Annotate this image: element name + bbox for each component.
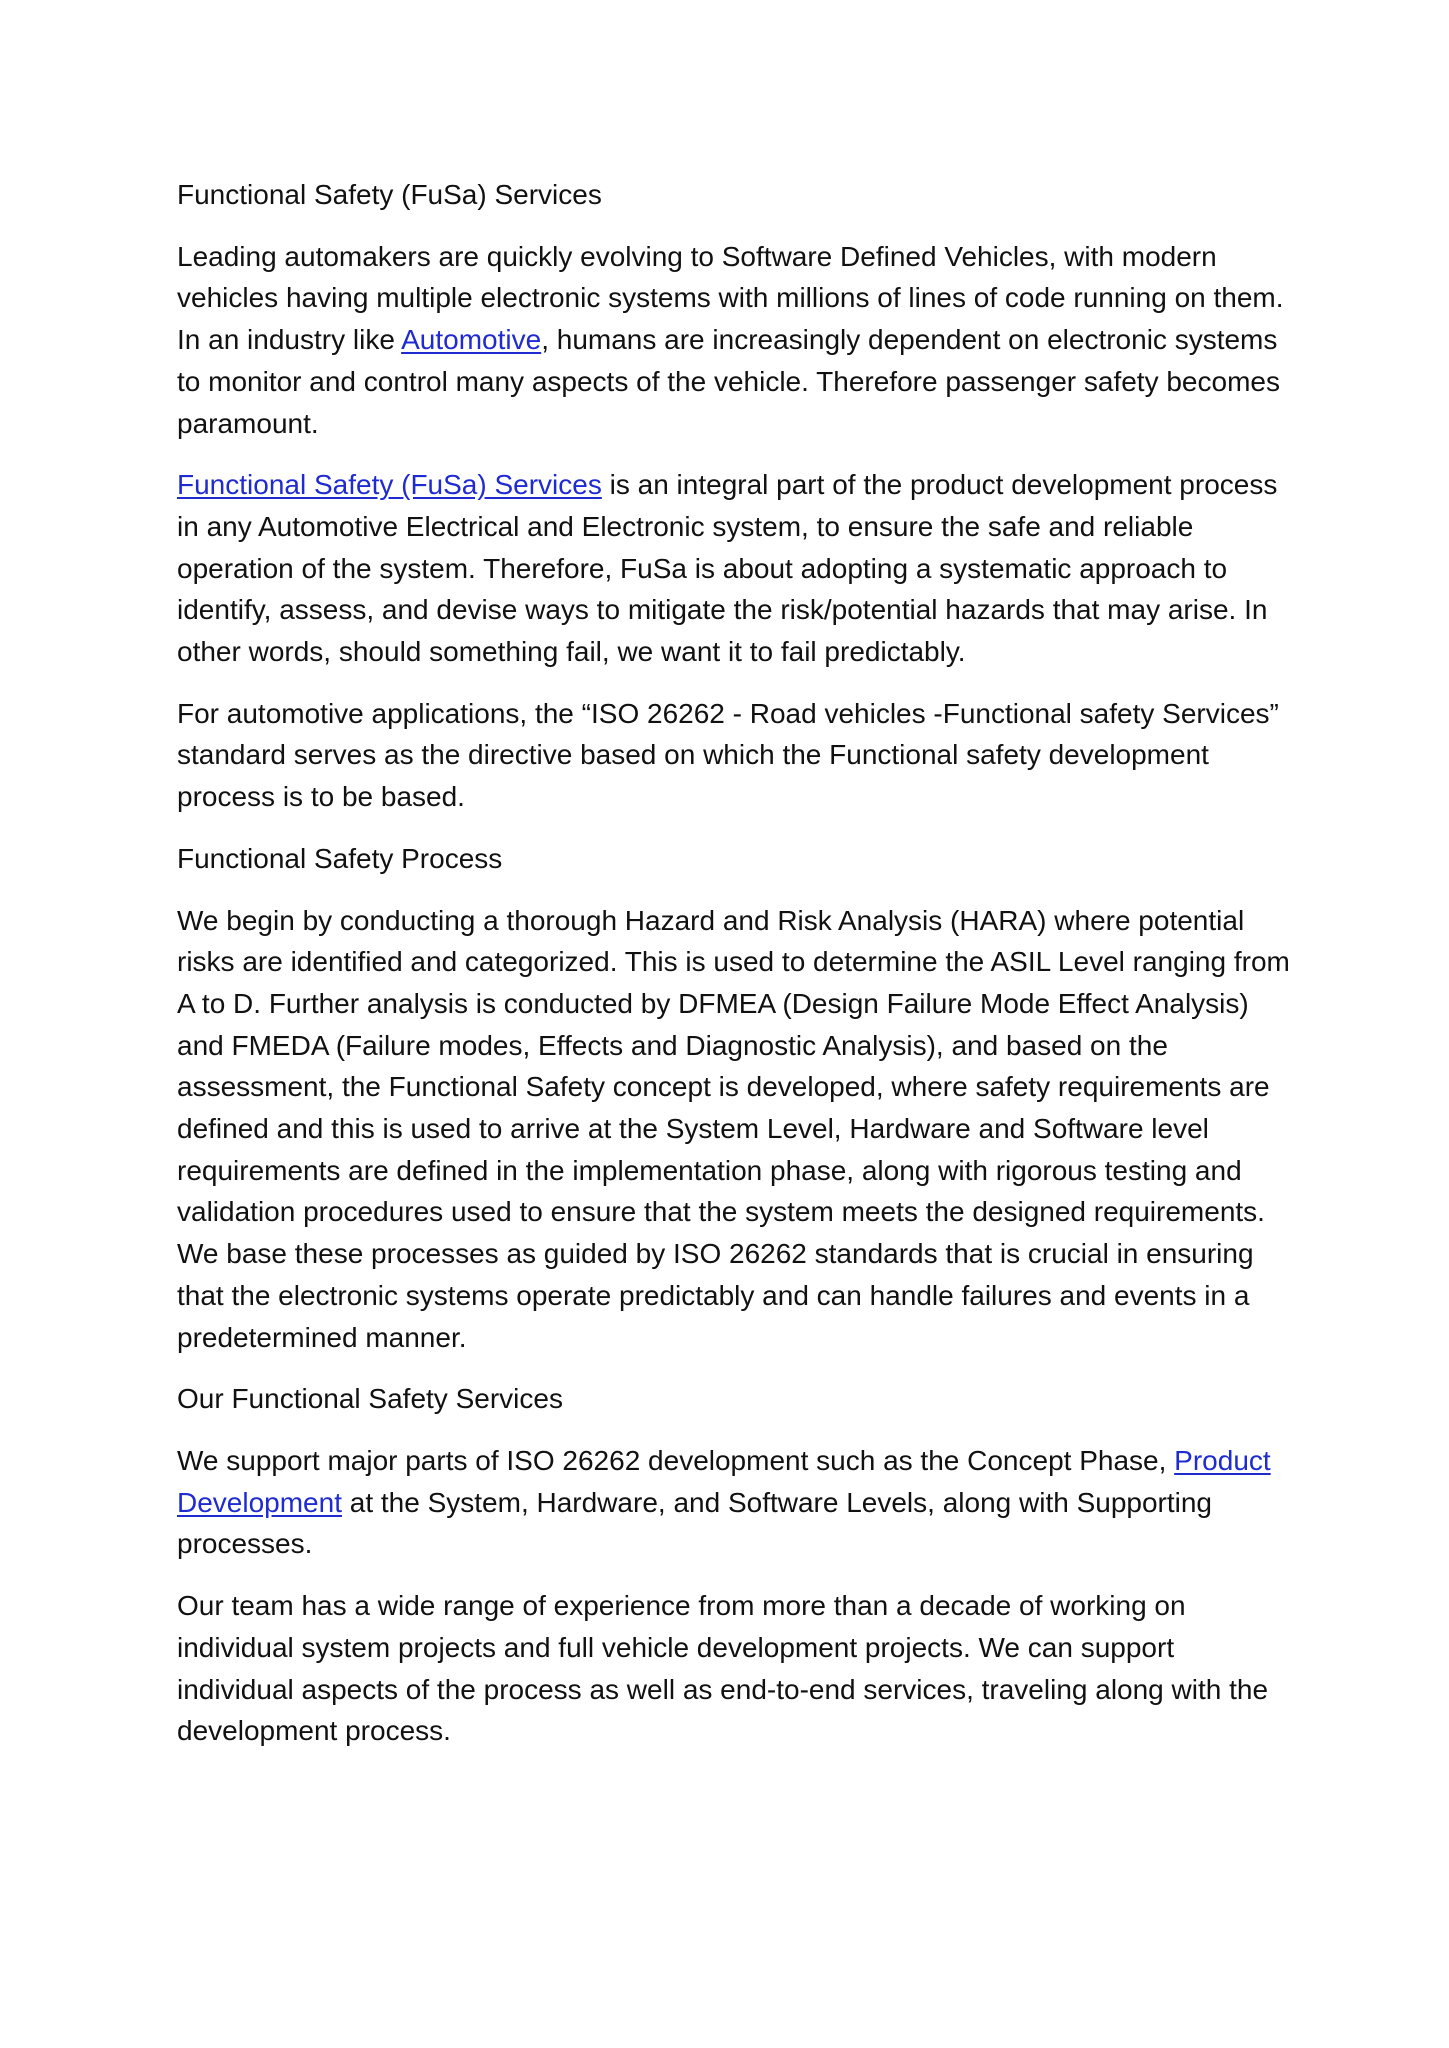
automotive-link[interactable]: Automotive (401, 324, 542, 356)
paragraph-intro-text-1: Leading automakers are quickly evolving to Software Defined Vehicles, with modern vehicles having multiple electronic systems with millions of lines of code running on them. In an industry like (177, 240, 1284, 356)
paragraph-support-text-1: We support major parts of ISO 26262 development such as the Concept Phase, (177, 1444, 1175, 1476)
paragraph-iso-standard: For automotive applications, the “ISO 26262 - Road vehicles -Functional safety Services” standard serves as the directive based on which the Functional safety development process is to be based. (177, 697, 1279, 813)
paragraph-intro-text-2: , humans are increasingly dependent on electronic systems to monitor and control many aspects of the vehicle. Therefore passenger safety becomes paramount. (177, 324, 1280, 439)
paragraph-support (177, 1440, 1297, 1565)
paragraph-process: We begin by conducting a thorough Hazard and Risk Analysis (HARA) where potential risks are identified and categorized. This is used to determine the ASIL Level ranging from A to D. Further analysis is conducted by DFMEA (Design Failure Mode Effect Analysis) and FMEDA (Failure modes, Effects and Diagnostic Analysis), and based on the assessment, the Functional Safety concept is developed, where safety requirements are defined and this is used to arrive at the System Level, Hardware and Software level requirements are defined in the implementation phase, along with rigorous testing and validation procedures used to ensure that the system meets the designed requirements. We base these processes as guided by ISO 26262 standards that is crucial in ensuring that the electronic systems operate predictably and can handle failures and events in a predetermined manner. (177, 904, 1290, 1353)
heading-fusa-services: Functional Safety (FuSa) Services (177, 179, 602, 210)
heading-our-services: Our Functional Safety Services (177, 1383, 563, 1415)
paragraph-intro (177, 236, 1297, 445)
fusa-services-link[interactable]: Functional Safety (FuSa) Services (177, 469, 602, 501)
paragraph-fusa-definition (177, 464, 1297, 673)
product-development-link[interactable]: Product Development (177, 1444, 1271, 1518)
paragraph-team: Our team has a wide range of experience from more than a decade of working on individual system projects and full vehicle development projects. We can support individual aspects of the process as well as end-to-end services, traveling along with the development process. (177, 1590, 1269, 1747)
document-page (177, 174, 1297, 1772)
paragraph-fusa-definition-text: is an integral part of the product development process in any Automotive Electrical and Electronic system, to ensure the safe and reliable operation of the system. Therefore, FuSa is about adopting a systematic approach to identify, assess, and devise ways to mitigate the risk/potential hazards that may arise. In other words, should something fail, we want it to fail predictably. (177, 469, 1278, 668)
paragraph-support-text-2: at the System, Hardware, and Software Levels, along with Supporting processes. (177, 1486, 1213, 1560)
heading-fusa-process: Functional Safety Process (177, 842, 503, 874)
